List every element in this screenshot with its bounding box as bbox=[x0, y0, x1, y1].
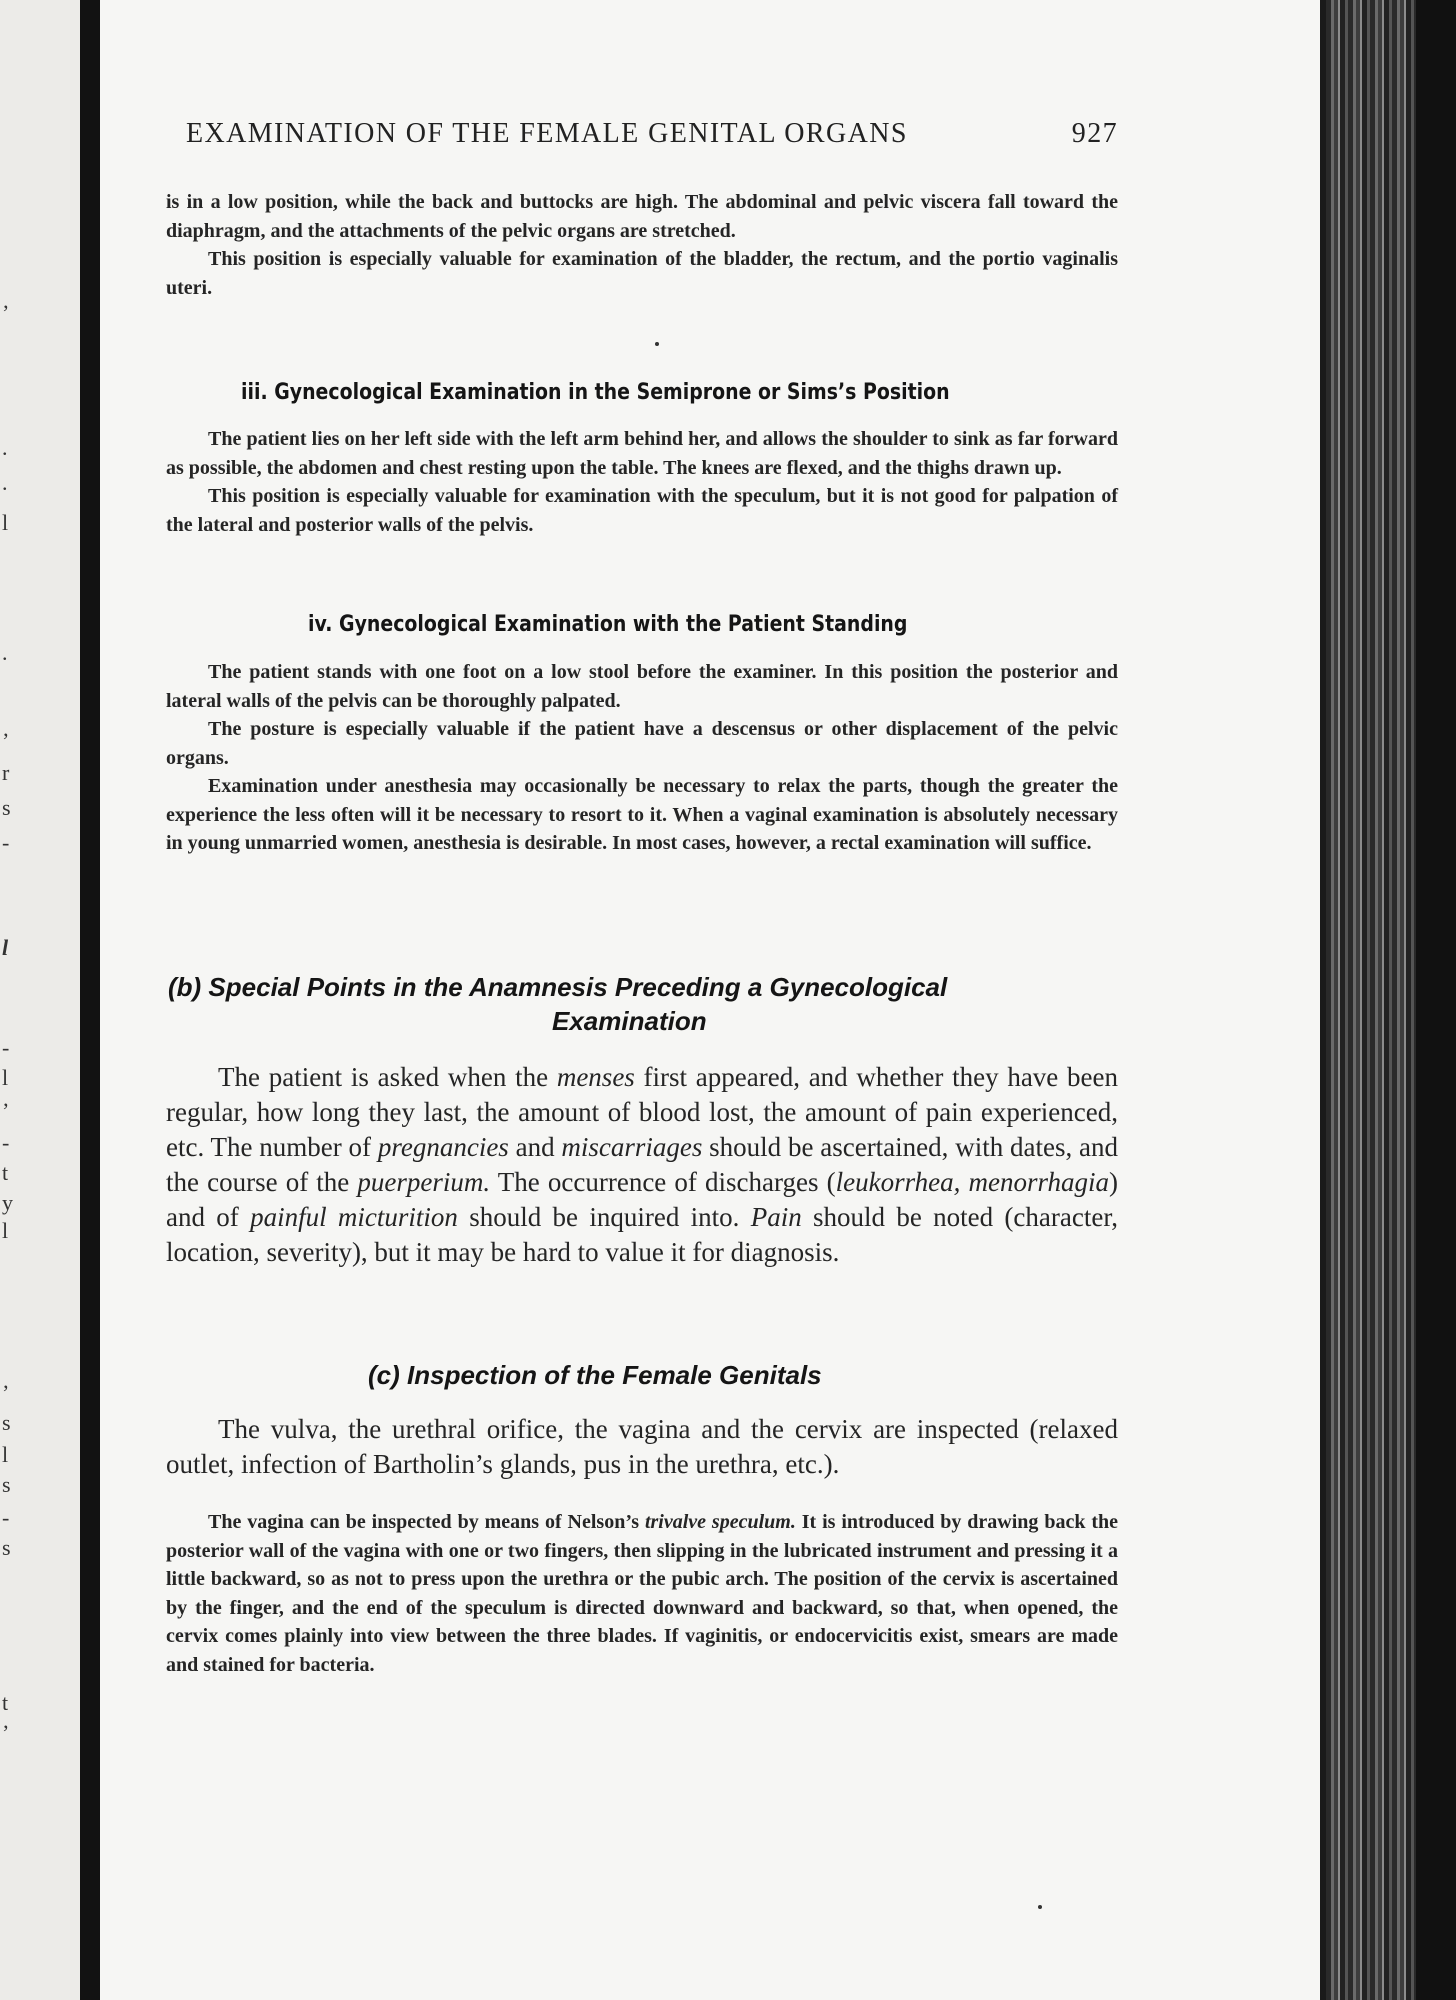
section-iii-paragraph-1: The patient lies on her left side with the left arm behind her, and allows the shoulder to sink as far forward as possible, the abdomen and chest resting upon the table. The knees are flexed, and the thighs drawn up. bbox=[166, 428, 1118, 479]
emphasis-pregnancies: pregnancies bbox=[377, 1132, 509, 1162]
text-run: The occurrence of discharges ( bbox=[490, 1167, 836, 1197]
text-run: The patient is asked when the bbox=[218, 1062, 557, 1092]
section-iv-paragraph-3: Examination under anesthesia may occasionally be necessary to relax the parts, though the greater the experience the less often will it be necessary to resort to it. When a vaginal examination is absolutely necessary in young unmarried women, anesthesia is desirable. In most cases, however, a rectal examination will suffice. bbox=[166, 775, 1118, 854]
section-iii-paragraph-2: This position is especially valuable for examination with the speculum, but it is not good for palpation of the lateral and posterior walls of the pelvis. bbox=[166, 485, 1118, 536]
text-run: should be noted (character, location, severity), but it may be hard to value it for diagnosis. bbox=[166, 1202, 1118, 1267]
section-b-heading-line-1: (b) Special Points in the Anamnesis Preceding a Gynecological bbox=[168, 972, 948, 1002]
text-run: The vagina can be inspected by means of Nelson’s bbox=[208, 1511, 645, 1533]
section-iv-heading: iv. Gynecological Examination with the Patient Standing bbox=[308, 612, 908, 637]
emphasis-miscarriages: miscarriages bbox=[561, 1132, 703, 1162]
text-run: and bbox=[508, 1132, 562, 1162]
section-iii-text bbox=[166, 425, 1118, 539]
text-run: ) and of bbox=[166, 1167, 1118, 1232]
emphasis-menses: menses bbox=[556, 1062, 635, 1092]
facing-page-margin-fragments: ’ . . l . ’ r s - l - l ’ - t y l ’ s l s - s t ’ bbox=[2, 300, 13, 1745]
emphasis-discharges: leukorrhea, menorrhagia bbox=[835, 1167, 1109, 1197]
emphasis-speculum: trivalve speculum. bbox=[644, 1511, 796, 1533]
text-run: It is introduced by drawing back the posterior wall of the vagina with one or two fingers, then slipping in the lubricated instrument and pressing it a little backward, so as not to press upon the urethra or the pubic arch. The position of the cervix is ascertained by the finger, and the end of the speculum is directed downward and backward, so that, when opened, the cervix comes plainly into view between the three blades. If vaginitis, or endocervicitis exist, smears are made and stained for bacteria. bbox=[166, 1511, 1119, 1676]
gutter-shadow bbox=[80, 0, 100, 2000]
running-head-title: EXAMINATION OF THE FEMALE GENITAL ORGANS bbox=[186, 118, 908, 149]
section-c-heading: (c) Inspection of the Female Genitals bbox=[368, 1360, 822, 1390]
section-c-small-text bbox=[166, 1508, 1118, 1679]
section-b-heading-line-2: Examination bbox=[552, 1006, 707, 1036]
emphasis-puerperium: puerperium. bbox=[357, 1167, 491, 1197]
text-run: should be ascertained, with dates, and the course of the bbox=[166, 1132, 1118, 1197]
section-iv-paragraph-1: The patient stands with one foot on a low stool before the examiner. In this position the posterior and lateral walls of the pelvis can be thoroughly palpated. bbox=[166, 661, 1118, 712]
emphasis-pain: Pain bbox=[750, 1202, 802, 1232]
intro-paragraph-1: is in a low position, while the back and buttocks are high. The abdominal and pelvic viscera fall toward the diaphragm, and the attachments of the pelvic organs are stretched. bbox=[166, 191, 1118, 242]
intro-paragraph-2: This position is especially valuable for examination of the bladder, the rectum, and the portio vaginalis uteri. bbox=[166, 248, 1118, 299]
running-head bbox=[186, 118, 1118, 150]
right-border bbox=[1416, 0, 1456, 2000]
print-speck bbox=[655, 342, 659, 346]
section-iv-paragraph-2: The posture is especially valuable if the patient have a descensus or other displacement of the pelvic organs. bbox=[166, 718, 1118, 769]
section-c-paragraph-2 bbox=[166, 1508, 1118, 1679]
section-iii-heading: iii. Gynecological Examination in the Semiprone or Sims’s Position bbox=[241, 380, 950, 405]
intro-text bbox=[166, 188, 1118, 302]
section-b-text bbox=[166, 1060, 1118, 1270]
section-b-paragraph bbox=[166, 1060, 1118, 1270]
text-run: should be inquired into. bbox=[457, 1202, 751, 1232]
section-c-paragraph-1: The vulva, the urethral orifice, the vagina and the cervix are inspected (relaxed outlet, infection of Bartholin’s glands, pus in the urethra, etc.). bbox=[166, 1414, 1118, 1479]
section-iv-text bbox=[166, 658, 1118, 858]
page-number: 927 bbox=[1071, 118, 1118, 149]
text-run: first appeared, and whether they have been regular, how long they last, the amount of blood lost, the amount of pain experienced, etc. The number of bbox=[166, 1062, 1118, 1162]
emphasis-micturition: painful micturition bbox=[250, 1202, 458, 1232]
print-speck bbox=[1038, 1905, 1042, 1909]
section-c-large-text bbox=[166, 1412, 1118, 1482]
